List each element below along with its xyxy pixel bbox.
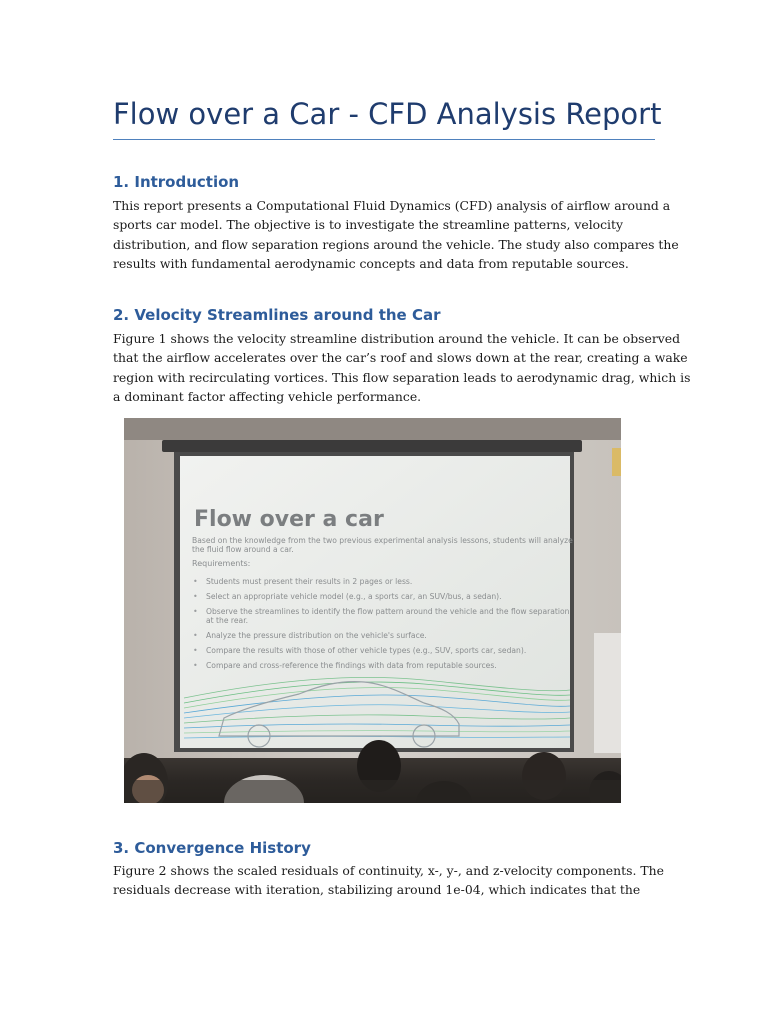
slide-bullet: Select an appropriate vehicle model (e.g., a sports car, an SUV/bus, a sedan).	[206, 592, 502, 601]
paragraph-line: Figure 2 shows the scaled residuals of continuity, x-, y-, and z-velocity components. The	[113, 863, 664, 878]
audience-shadow	[124, 780, 621, 803]
slide-bullet-continuation: at the rear.	[206, 616, 249, 625]
slide-bullet-dot: •	[193, 646, 198, 655]
slide-bullet: Analyze the pressure distribution on the vehicle's surface.	[206, 631, 427, 640]
slide-bullet-dot: •	[193, 607, 198, 616]
velocity-streamlines-paragraph	[113, 329, 691, 406]
paragraph-line: distribution, and flow separation regions around the vehicle. The study also compares the	[113, 236, 679, 252]
slide-bullet: Students must present their results in 2 pages or less.	[206, 577, 413, 586]
slide-bullet: Observe the streamlines to identify the flow pattern around the vehicle and the flow separation	[206, 607, 570, 616]
section-heading-convergence-history: 3. Convergence History	[113, 839, 311, 857]
document-title: Flow over a Car - CFD Analysis Report	[113, 97, 662, 131]
slide-bullet: Compare and cross-reference the findings with data from reputable sources.	[206, 661, 497, 670]
wall-device	[612, 448, 621, 476]
slide-requirements-label: Requirements:	[192, 559, 251, 568]
slide-bullet-dot: •	[193, 661, 198, 670]
whiteboard-edge	[594, 633, 621, 753]
paragraph-line: This report presents a Computational Fluid Dynamics (CFD) analysis of airflow around a	[113, 198, 671, 213]
slide-intro-line: Based on the knowledge from the two previous experimental analysis lessons, students will analyze	[192, 536, 573, 545]
convergence-history-paragraph	[113, 861, 664, 900]
slide-title: Flow over a car	[194, 507, 384, 532]
paragraph-line: sports car model. The objective is to investigate the streamline patterns, velocity	[113, 217, 623, 233]
paragraph-line: region with recirculating vortices. This flow separation leads to aerodynamic drag, which is	[113, 369, 691, 385]
paragraph-line: Figure 1 shows the velocity streamline distribution around the vehicle. It can be observed	[113, 331, 681, 346]
title-divider	[113, 139, 655, 140]
introduction-paragraph	[113, 196, 679, 273]
slide-bullet: Compare the results with those of other vehicle types (e.g., SUV, sports car, sedan).	[206, 646, 527, 655]
slide-intro-line: the fluid flow around a car.	[192, 545, 294, 554]
paragraph-line: a dominant factor affecting vehicle performance.	[113, 388, 422, 404]
screen-housing	[162, 440, 582, 452]
section-heading-velocity-streamlines: 2. Velocity Streamlines around the Car	[113, 306, 441, 324]
slide-bullet-dot: •	[193, 592, 198, 601]
figure-1-photo	[124, 418, 621, 803]
paragraph-line: residuals decrease with iteration, stabilizing around 1e-04, which indicates that the	[113, 882, 641, 898]
paragraph-line: that the airflow accelerates over the car’s roof and slows down at the rear, creating a wake	[113, 350, 688, 366]
slide-bullet-dot: •	[193, 631, 198, 640]
projection-screen	[180, 456, 570, 748]
paragraph-line: results with fundamental aerodynamic concepts and data from reputable sources.	[113, 255, 629, 271]
section-heading-introduction: 1. Introduction	[113, 173, 240, 191]
slide-bullet-dot: •	[193, 577, 198, 586]
ceiling	[124, 418, 621, 440]
